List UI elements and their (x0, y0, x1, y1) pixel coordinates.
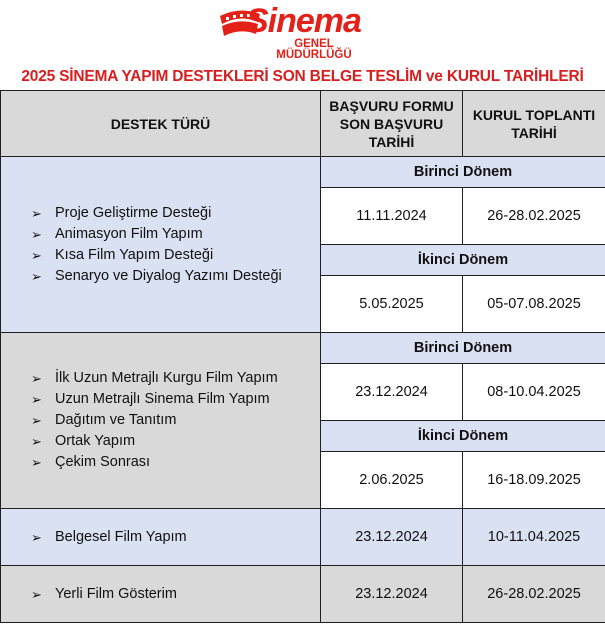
table-row (1, 566, 605, 623)
deadline-date: 23.12.2024 (321, 364, 463, 421)
arrow-bullet-icon: ➢ (31, 413, 42, 428)
list-item: ➢ Animasyon Film Yapım (31, 224, 320, 245)
deadline-date: 23.12.2024 (321, 509, 463, 566)
table-row (1, 157, 605, 188)
arrow-bullet-icon: ➢ (31, 586, 42, 602)
header-row (1, 91, 605, 157)
arrow-bullet-icon: ➢ (31, 392, 42, 407)
board-date: 26-28.02.2025 (463, 188, 605, 245)
deadline-date: 5.05.2025 (321, 276, 463, 333)
support-list-group-2 (1, 333, 321, 509)
list-item: ➢ İlk Uzun Metrajlı Kurgu Film Yapım (31, 368, 320, 389)
support-item-cell (1, 566, 321, 623)
list-item: ➢ Belgesel Film Yapım (31, 527, 320, 548)
arrow-bullet-icon: ➢ (31, 268, 42, 284)
arrow-bullet-icon: ➢ (31, 247, 42, 263)
document-title: 2025 SİNEMA YAPIM DESTEKLERİ SON BELGE TESLİM ve KURUL TARİHLERİ (21, 68, 584, 85)
schedule-table (0, 90, 605, 623)
header-board-date (463, 91, 605, 157)
header-deadline-line2: SON BAŞVURU (339, 115, 444, 132)
list-item: ➢ Ortak Yapım (31, 431, 320, 452)
arrow-bullet-icon: ➢ (31, 371, 42, 386)
sinema-logo (218, 4, 388, 64)
header-support-type: DESTEK TÜRÜ (1, 91, 321, 157)
logo-subtitle-line1: GENEL (294, 38, 334, 50)
logo-wordmark: Sinema (246, 2, 361, 40)
header-deadline-line3: TARİHİ (368, 133, 415, 150)
deadline-date: 23.12.2024 (321, 566, 463, 623)
arrow-bullet-icon: ➢ (31, 455, 42, 470)
board-date: 10-11.04.2025 (463, 509, 605, 566)
list-item: ➢ Senaryo ve Diyalog Yazımı Desteği (31, 266, 320, 287)
period-label: Birinci Dönem (321, 157, 605, 188)
deadline-date: 2.06.2025 (321, 452, 463, 509)
table-row (1, 333, 605, 364)
arrow-bullet-icon: ➢ (31, 434, 42, 449)
board-date: 05-07.08.2025 (463, 276, 605, 333)
header-board-line2: TARİHİ (511, 124, 557, 141)
period-label: İkinci Dönem (321, 421, 605, 452)
board-date: 26-28.02.2025 (463, 566, 605, 623)
list-item: ➢ Uzun Metrajlı Sinema Film Yapım (31, 389, 320, 410)
board-date: 08-10.04.2025 (463, 364, 605, 421)
table-row (1, 509, 605, 566)
board-date: 16-18.09.2025 (463, 452, 605, 509)
header-deadline-line1: BAŞVURU FORMU (329, 97, 454, 114)
list-item: ➢ Çekim Sonrası (31, 452, 320, 473)
header-board-line1: KURUL TOPLANTI (472, 106, 596, 123)
logo-subtitle-line2: MÜDÜRLÜĞÜ (276, 49, 352, 61)
arrow-bullet-icon: ➢ (31, 226, 42, 242)
arrow-bullet-icon: ➢ (31, 529, 42, 545)
period-label: İkinci Dönem (321, 245, 605, 276)
period-label: Birinci Dönem (321, 333, 605, 364)
list-item: ➢ Kısa Film Yapım Desteği (31, 245, 320, 266)
header-deadline (321, 91, 463, 157)
support-list-group-1 (1, 157, 321, 333)
list-item: ➢ Dağıtım ve Tanıtım (31, 410, 320, 431)
list-item: ➢ Yerli Film Gösterim (31, 584, 320, 605)
list-item: ➢ Proje Geliştirme Desteği (31, 203, 320, 224)
support-item-cell (1, 509, 321, 566)
arrow-bullet-icon: ➢ (31, 205, 42, 221)
deadline-date: 11.11.2024 (321, 188, 463, 245)
